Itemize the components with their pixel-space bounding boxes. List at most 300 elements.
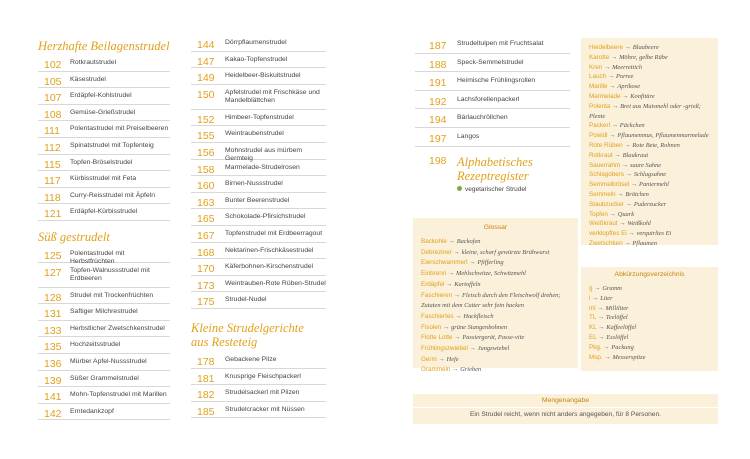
- recipe-title: Heimische Frühlingsrollen: [457, 77, 536, 85]
- glossary-term: Einbrenn: [421, 270, 447, 278]
- contents-row: [191, 259, 326, 276]
- recipe-title: Kakao-Topfenstrudel: [225, 55, 288, 63]
- page-number: 165: [197, 213, 215, 226]
- glossar-panel: [413, 218, 578, 374]
- glossary-entry: [589, 131, 712, 141]
- glossary-entry: [589, 180, 712, 190]
- glossary-term: Powidl: [589, 132, 608, 140]
- arrow-icon: →: [624, 171, 634, 179]
- page-number: 147: [197, 55, 215, 68]
- contents-row: [38, 246, 170, 266]
- page-number: 194: [429, 114, 447, 127]
- glossary-definition: Konfitüre: [630, 92, 655, 100]
- recipe-title: Gemüse-Grießstrudel: [70, 108, 136, 116]
- arrow-icon: →: [602, 63, 613, 71]
- arrow-icon: →: [624, 200, 634, 208]
- recipe-title: Lachsforellenpackerl: [457, 95, 520, 103]
- glossary-entry: [589, 353, 712, 363]
- page-number: 163: [197, 196, 215, 209]
- contents-row: [415, 72, 570, 91]
- arrow-icon: →: [451, 248, 462, 256]
- arrow-icon: →: [607, 83, 618, 91]
- arrow-icon: →: [622, 44, 633, 51]
- arrow-icon: →: [436, 355, 447, 363]
- register-number: 198: [429, 154, 447, 167]
- recipe-title: Marmelade-Strudelrosen: [225, 163, 300, 171]
- glossary-definition: Porree: [615, 73, 634, 81]
- glossary-term: ml: [589, 304, 596, 312]
- recipe-title: Dörrpflaumenstrudel: [225, 39, 287, 46]
- recipe-title: Strudeltulpen mit Fruchtsalat: [457, 40, 544, 47]
- glossary-entry: [589, 82, 712, 92]
- arrow-icon: →: [609, 53, 620, 61]
- glossary-definition: Brei aus Maismehl oder -grieß; Plente: [589, 102, 701, 120]
- glossary-term: g: [589, 285, 593, 292]
- recipe-title: Spinatstrudel mit Topfenteig: [70, 141, 154, 149]
- abbreviations-list: [581, 278, 718, 362]
- glossar-list: [413, 231, 578, 376]
- vegetarian-legend-text: vegetarischer Strudel: [465, 185, 527, 193]
- glossary-entry: [421, 312, 572, 323]
- recipe-title: Apfelstrudel mit Frischkäse und Mandelblättchen: [225, 88, 320, 105]
- register-title: [457, 155, 533, 183]
- glossary-entry: [589, 343, 712, 353]
- glossary-term: verklopftes Ei: [589, 230, 627, 238]
- quantity-text: Ein Strudel reicht, wenn nicht anders angegeben, für 8 Personen.: [470, 411, 661, 418]
- glossary-term: Lauch: [589, 73, 607, 81]
- glossary-definition: kleine, scharf gewürzte Brühwurst: [461, 248, 550, 256]
- glossary-entry: [589, 161, 712, 171]
- page-number: 160: [197, 180, 215, 193]
- arrow-icon: →: [441, 323, 452, 331]
- recipe-title: Topfen-Bröselstrudel: [70, 158, 133, 166]
- register-title-line1: Alphabetisches: [457, 154, 533, 169]
- glossary-term: Debreziner: [421, 248, 452, 256]
- glossary-term: Germ: [421, 355, 437, 363]
- arrow-icon: →: [453, 312, 464, 320]
- arrow-icon: →: [596, 314, 606, 322]
- glossary-definition: Kartoffeln: [454, 280, 481, 288]
- glossary-term: KL: [589, 324, 597, 332]
- page-number: 144: [197, 39, 215, 51]
- glossary-term: Pkg.: [589, 343, 602, 351]
- glossary-entry: [421, 280, 572, 291]
- arrow-icon: →: [590, 294, 601, 302]
- recipe-title: Knusprige Fleischpackerl: [225, 372, 301, 380]
- glossary-entry: [589, 92, 712, 102]
- glossary-definition: Möhre, gelbe Rübe: [619, 53, 668, 61]
- contents-row: [415, 54, 570, 73]
- glossary-term: Sauerrahm: [589, 161, 621, 169]
- recipe-title: Weintraubenstrudel: [225, 130, 284, 138]
- section-list-herzhaft: [38, 55, 170, 221]
- recipe-title: Saftiger Milchrestrudel: [70, 308, 138, 316]
- arrow-icon: →: [592, 285, 603, 292]
- glossary-definition: Blaubeere: [632, 44, 659, 51]
- glossary-definition: Esslöffel: [606, 333, 629, 341]
- glossary-entry: [589, 53, 712, 63]
- recipe-title: Topfenstrudel mit Erdbeerragout: [225, 229, 323, 237]
- glossary-definition: Kaffeelöffel: [606, 324, 637, 332]
- glossary-entry: [589, 323, 712, 333]
- glossary-term: Faschiertes: [421, 312, 454, 320]
- vegetarian-leaf-icon: [457, 186, 462, 191]
- glossary-definition: Puderzucker: [633, 200, 667, 208]
- page-number: 121: [44, 208, 62, 221]
- contents-row: [38, 263, 170, 288]
- recipe-title: Polentastrudel mit Herbstfrüchten: [70, 249, 125, 266]
- glossary-entry: [421, 291, 572, 312]
- glossary-term: Erdäpfel: [421, 280, 445, 288]
- page-number: 150: [197, 88, 215, 101]
- page-number: 156: [197, 146, 215, 159]
- glossar-panel-continued: [581, 38, 718, 245]
- page-number: 142: [44, 407, 62, 420]
- page-number: 118: [44, 191, 61, 204]
- recipe-title: Bärlauchröllchen: [457, 114, 508, 122]
- page-number: 178: [197, 355, 215, 368]
- glossary-term: Fisolen: [421, 323, 442, 331]
- arrow-icon: →: [444, 280, 455, 288]
- glossary-definition: Päckchen: [619, 122, 645, 130]
- contents-row: [191, 35, 326, 52]
- recipe-title: Heidelbeer-Biskuitstrudel: [225, 72, 301, 80]
- glossary-definition: Backofen: [456, 238, 481, 245]
- contents-row: [38, 321, 170, 338]
- glossary-entry: [589, 333, 712, 343]
- glossary-definition: Packung: [611, 343, 634, 351]
- glossary-definition: Blaukraut: [622, 151, 649, 159]
- page-number: 182: [197, 389, 215, 402]
- glossary-entry: [589, 190, 712, 200]
- recipe-title: Mohnstrudel aus mürbem Germteig: [225, 146, 303, 163]
- register-entry: [415, 155, 570, 193]
- glossary-definition: grüne Stangenbohnen: [451, 323, 508, 331]
- glossary-definition: Fleisch durch den Fleischwolf drehen; Zutaten mit dem Cutter sehr fein hacken: [421, 291, 561, 310]
- recipe-title: Bunter Beerenstrudel: [225, 196, 290, 204]
- page-number: 125: [44, 249, 62, 262]
- recipe-title: Mürber Apfel-Nussstrudel: [70, 357, 147, 365]
- glossary-definition: Pflaumen: [632, 239, 657, 247]
- arrow-icon: →: [452, 291, 462, 299]
- section-title-resteteig-line1: Kleine Strudelgerichte: [191, 320, 304, 335]
- arrow-icon: →: [595, 304, 606, 312]
- recipe-title: Polentastrudel mit Preiselbeeren: [70, 125, 169, 133]
- arrow-icon: →: [446, 238, 457, 245]
- glossary-definition: verquirltes Ei: [636, 230, 672, 238]
- contents-row: [415, 91, 570, 110]
- page-number: 181: [197, 372, 215, 385]
- contents-row: [191, 385, 326, 402]
- glossary-definition: Mehlschwitze, Schwitzmehl: [456, 270, 526, 278]
- contents-row: [191, 292, 326, 309]
- glossary-entry: [589, 151, 712, 161]
- glossary-term: Semmeln: [589, 190, 616, 198]
- contents-column-1: [38, 39, 170, 420]
- page-number: 149: [197, 72, 215, 85]
- recipe-title: Mohn-Topfenstrudel mit Marillen: [70, 391, 167, 399]
- page-number: 131: [44, 308, 62, 321]
- contents-row: [38, 354, 170, 371]
- abbreviations-panel: [581, 267, 718, 371]
- contents-row: [38, 337, 170, 354]
- glossary-entry: [589, 210, 712, 220]
- glossary-term: Backohle: [421, 238, 447, 245]
- section-list-suess: [38, 246, 170, 420]
- contents-row: [415, 35, 570, 54]
- recipe-title: Strudel-Nudel: [225, 296, 267, 304]
- arrow-icon: →: [612, 151, 623, 159]
- page-number: 155: [197, 130, 215, 143]
- arrow-icon: →: [610, 122, 620, 130]
- glossary-term: Heidelbeere: [589, 44, 623, 51]
- abbreviations-title: Abkürzungsverzeichnis: [614, 271, 685, 278]
- arrow-icon: →: [620, 161, 630, 169]
- section-list-resteteig: [191, 352, 326, 418]
- contents-row: [191, 276, 326, 293]
- glossary-term: Karotte: [589, 53, 610, 61]
- page-number: 188: [429, 58, 447, 71]
- recipe-title: Himbeer-Topfenstrudel: [225, 113, 294, 121]
- glossary-entry: [589, 102, 712, 122]
- contents-row: [191, 85, 326, 110]
- contents-row: [38, 155, 170, 172]
- glossary-definition: Paniermehl: [639, 181, 669, 189]
- arrow-icon: →: [610, 102, 621, 110]
- arrow-icon: →: [620, 92, 631, 100]
- recipe-title: Nektarinen-Frischkäsestrudel: [225, 246, 314, 254]
- recipe-title: Strudel mit Trockenfrüchten: [70, 291, 154, 299]
- glossary-definition: Schlagsahne: [633, 171, 667, 179]
- recipe-title: Kürbisstrudel mit Feta: [70, 175, 137, 183]
- contents-row: [191, 68, 326, 85]
- arrow-icon: →: [450, 366, 461, 374]
- glossary-term: Flotte Lotte: [421, 334, 453, 342]
- glossary-entry: [421, 355, 572, 366]
- glossary-definition: Pflaumenmus, Pflaumenmarmelade: [617, 132, 709, 140]
- recipe-title: Schokolade-Pfirsichstrudel: [225, 213, 306, 221]
- glossary-term: Eierschwammerl: [421, 259, 468, 267]
- glossary-entry: [589, 239, 712, 249]
- glossary-entry: [589, 200, 712, 210]
- glossary-entry: [589, 294, 712, 304]
- glossary-definition: Milliliter: [605, 304, 629, 312]
- glossary-definition: Passiergerät, Passe-vite: [462, 334, 525, 342]
- glossary-definition: Gramm: [602, 285, 622, 292]
- glossary-entry: [589, 229, 712, 239]
- glossary-entry: [589, 313, 712, 323]
- glossary-entry: [589, 284, 712, 294]
- glossary-term: Polenta: [589, 102, 611, 110]
- glossary-term: Kren: [589, 63, 603, 71]
- arrow-icon: →: [601, 343, 612, 351]
- recipe-title: Herbstlicher Zwetschkenstrudel: [70, 324, 165, 332]
- glossary-definition: Meerrettich: [612, 63, 643, 71]
- glossary-entry: [421, 344, 572, 355]
- arrow-icon: →: [606, 73, 616, 81]
- arrow-icon: →: [446, 270, 457, 278]
- glossary-entry: [589, 72, 712, 82]
- glossary-entry: [589, 141, 712, 151]
- glossar-title: Glossar: [483, 224, 508, 231]
- contents-row: [191, 209, 326, 226]
- glossary-definition: Brötchen: [625, 190, 649, 198]
- recipe-title: Topfen-Walnussstrudel mit Erdbeeren: [70, 266, 150, 283]
- arrow-icon: →: [607, 210, 618, 218]
- arrow-icon: →: [596, 333, 607, 341]
- page-number: 107: [44, 92, 62, 105]
- glossary-definition: Pfifferling: [477, 259, 504, 267]
- glossary-entry: [421, 269, 572, 280]
- section-title-resteteig: [191, 321, 326, 349]
- glossary-entry: [589, 219, 712, 229]
- arrow-icon: →: [596, 324, 607, 332]
- contents-column-3: [415, 35, 570, 193]
- contents-row: [38, 171, 170, 188]
- contents-row: [191, 243, 326, 260]
- glossary-term: Staubzucker: [589, 200, 625, 208]
- contents-row: [191, 52, 326, 69]
- page-number: 108: [44, 108, 62, 121]
- recipe-title: Erntedankzopf: [70, 407, 114, 415]
- page-number: 128: [44, 291, 62, 304]
- glossary-term: Rote Rüben: [589, 141, 623, 149]
- glossary-term: Rotkraut: [589, 151, 613, 159]
- recipe-title: Birnen-Nussstrudel: [225, 180, 283, 188]
- recipe-title: Speck-Semmelstrudel: [457, 58, 524, 66]
- glossary-term: Semmelbrösel: [589, 181, 630, 189]
- page-number: 168: [197, 246, 215, 259]
- glossary-term: Msp.: [589, 353, 603, 361]
- contents-row: [191, 226, 326, 243]
- contents-row: [191, 369, 326, 386]
- page-number: 115: [44, 158, 61, 171]
- glossary-term: Faschieren: [421, 291, 453, 299]
- arrow-icon: →: [629, 181, 640, 189]
- glossary-definition: Quark: [617, 210, 635, 218]
- recipe-title: Erdäpfel-Kürbisstrudel: [70, 208, 138, 216]
- contents-row: [38, 72, 170, 89]
- page-number: 105: [44, 75, 62, 88]
- contents-row: [191, 143, 326, 163]
- arrow-icon: →: [467, 259, 478, 267]
- glossary-term: Marille: [589, 83, 608, 91]
- page-number: 187: [429, 40, 447, 52]
- recipe-title: Erdäpfel-Kohlstrudel: [70, 92, 132, 100]
- glossary-definition: Liter: [600, 294, 613, 302]
- page-number: 133: [44, 324, 62, 337]
- arrow-icon: →: [607, 132, 618, 140]
- page-number: 139: [44, 374, 62, 387]
- arrow-icon: →: [467, 345, 478, 353]
- contents-row: [191, 352, 326, 369]
- page-number: 173: [197, 279, 215, 292]
- contents-row: [38, 121, 170, 138]
- arrow-icon: →: [602, 353, 613, 361]
- glossary-definition: Hackfleisch: [463, 312, 494, 320]
- contents-row: [191, 126, 326, 143]
- page-number: 185: [197, 405, 215, 418]
- contents-column-2: [191, 35, 326, 418]
- recipe-title: Süßer Grammelstrudel: [70, 374, 139, 382]
- recipe-title: Strudelcracker mit Nüssen: [225, 405, 305, 413]
- page-number: 135: [44, 341, 62, 354]
- contents-row: [38, 387, 170, 404]
- contents-row: [191, 176, 326, 193]
- quantity-title: Mengenangabe: [541, 397, 590, 404]
- page-number: 167: [197, 229, 215, 242]
- section-list-resteteig-continued: [415, 35, 570, 147]
- contents-row: [191, 110, 326, 127]
- arrow-icon: →: [622, 239, 633, 247]
- page-number: 170: [197, 263, 215, 276]
- contents-row: [38, 138, 170, 155]
- contents-row: [191, 402, 326, 419]
- page-number: 136: [44, 357, 62, 370]
- glossary-term: Weißkraut: [589, 220, 618, 228]
- glossary-entry: [589, 43, 712, 53]
- contents-row: [415, 128, 570, 147]
- recipe-title: Käferbohnen-Kirschenstrudel: [225, 263, 314, 271]
- glossary-entry: [421, 248, 572, 259]
- contents-row: [38, 204, 170, 221]
- glossary-term: Topfen: [589, 210, 608, 218]
- contents-row: [38, 304, 170, 321]
- contents-row: [415, 109, 570, 128]
- contents-row: [38, 55, 170, 72]
- register-title-line2: Rezeptregister: [457, 168, 529, 183]
- glossary-entry: [421, 333, 572, 344]
- glossary-definition: Teelöffel: [605, 314, 628, 322]
- arrow-icon: →: [615, 190, 626, 198]
- quantity-panel: [413, 394, 718, 424]
- contents-row: [38, 188, 170, 205]
- glossary-definition: Weißkohl: [627, 220, 651, 228]
- page-number: 152: [197, 113, 215, 126]
- glossary-entry: [421, 237, 572, 248]
- glossary-entry: [421, 365, 572, 376]
- page-number: 111: [44, 125, 60, 138]
- section-list-suess-continued: [191, 35, 326, 309]
- glossary-definition: Messerspitze: [612, 353, 646, 361]
- glossary-definition: Rote Bete, Rohnen: [632, 141, 680, 149]
- glossary-definition: Grieben: [460, 366, 482, 374]
- contents-row: [191, 193, 326, 210]
- glossary-definition: Hefe: [446, 355, 459, 363]
- page-number: 197: [429, 132, 447, 145]
- page-number: 117: [44, 175, 61, 188]
- page-number: 112: [44, 141, 61, 154]
- quantity-divider: [413, 407, 718, 408]
- recipe-title: Langos: [457, 132, 480, 140]
- glossary-term: Marmelade: [589, 92, 621, 100]
- vegetarian-legend: [457, 186, 533, 193]
- glossary-entry: [589, 304, 712, 314]
- glossary-term: Zwetschken: [589, 239, 623, 247]
- contents-row: [38, 404, 170, 421]
- arrow-icon: →: [617, 220, 628, 228]
- glossary-definition: Aprikose: [617, 83, 641, 91]
- glossary-term: Frühlingszwiebel: [421, 345, 468, 353]
- page-number: 191: [429, 77, 447, 90]
- glossary-definition: Jungzwiebel: [477, 345, 510, 353]
- recipe-title: Käsestrudel: [70, 75, 106, 83]
- recipe-title: Weintrauben-Rote Rüben-Strudel: [225, 279, 326, 287]
- glossary-entry: [589, 63, 712, 73]
- page-number: 192: [429, 95, 447, 108]
- recipe-title: Rotkrautstrudel: [70, 59, 117, 66]
- glossary-entry: [421, 323, 572, 334]
